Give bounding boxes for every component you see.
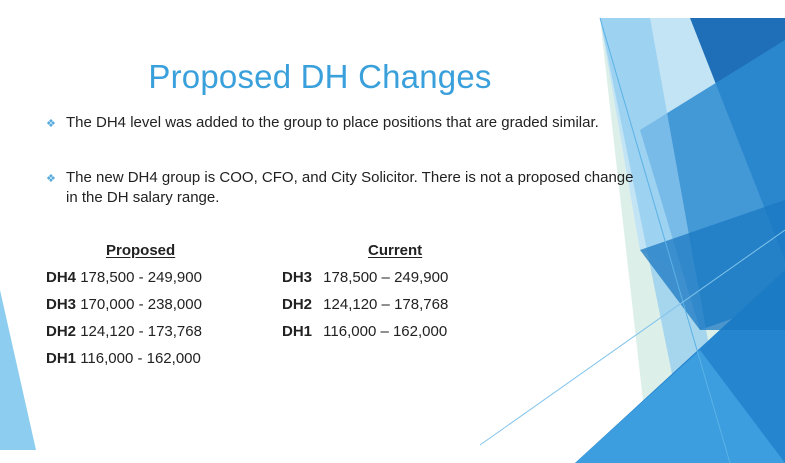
- bullet-1-text: The DH4 level was added to the group to place positions that are graded similar.: [66, 114, 599, 131]
- diamond-bullet-icon: ❖: [46, 173, 56, 185]
- proposed-range: 124,120 - 173,768: [80, 323, 202, 340]
- proposed-row: [46, 269, 202, 286]
- bullet-2-text: The new DH4 group is COO, CFO, and City Solicitor. There is not a proposed change in the DH salary range.: [66, 169, 634, 206]
- proposed-level: DH2: [46, 323, 77, 340]
- current-row: [282, 269, 448, 286]
- diamond-bullet-icon: ❖: [46, 118, 56, 130]
- deco-shape-left: [0, 290, 36, 450]
- current-row: [282, 323, 447, 340]
- proposed-level: DH1: [46, 350, 77, 367]
- slide-title: Proposed DH Changes: [148, 58, 492, 95]
- current-range: 116,000 – 162,000: [323, 323, 448, 340]
- current-level: DH3: [282, 269, 313, 286]
- proposed-level: DH3: [46, 296, 77, 313]
- proposed-row: [46, 323, 202, 340]
- proposed-row: [46, 350, 201, 367]
- proposed-row: [46, 296, 202, 313]
- current-range: 178,500 – 249,900: [323, 269, 449, 286]
- proposed-heading: Proposed: [106, 242, 176, 259]
- bullet-2: [46, 168, 636, 208]
- current-heading: Current: [368, 242, 423, 259]
- current-row: [282, 296, 448, 313]
- current-level: DH2: [282, 296, 313, 313]
- proposed-range: 178,500 - 249,900: [80, 269, 202, 286]
- bullet-1: [46, 113, 646, 133]
- current-range: 124,120 – 178,768: [323, 296, 449, 313]
- current-level: DH1: [282, 323, 313, 340]
- proposed-range: 170,000 - 238,000: [80, 296, 202, 313]
- proposed-range: 116,000 - 162,000: [80, 350, 201, 367]
- proposed-level: DH4: [46, 269, 77, 286]
